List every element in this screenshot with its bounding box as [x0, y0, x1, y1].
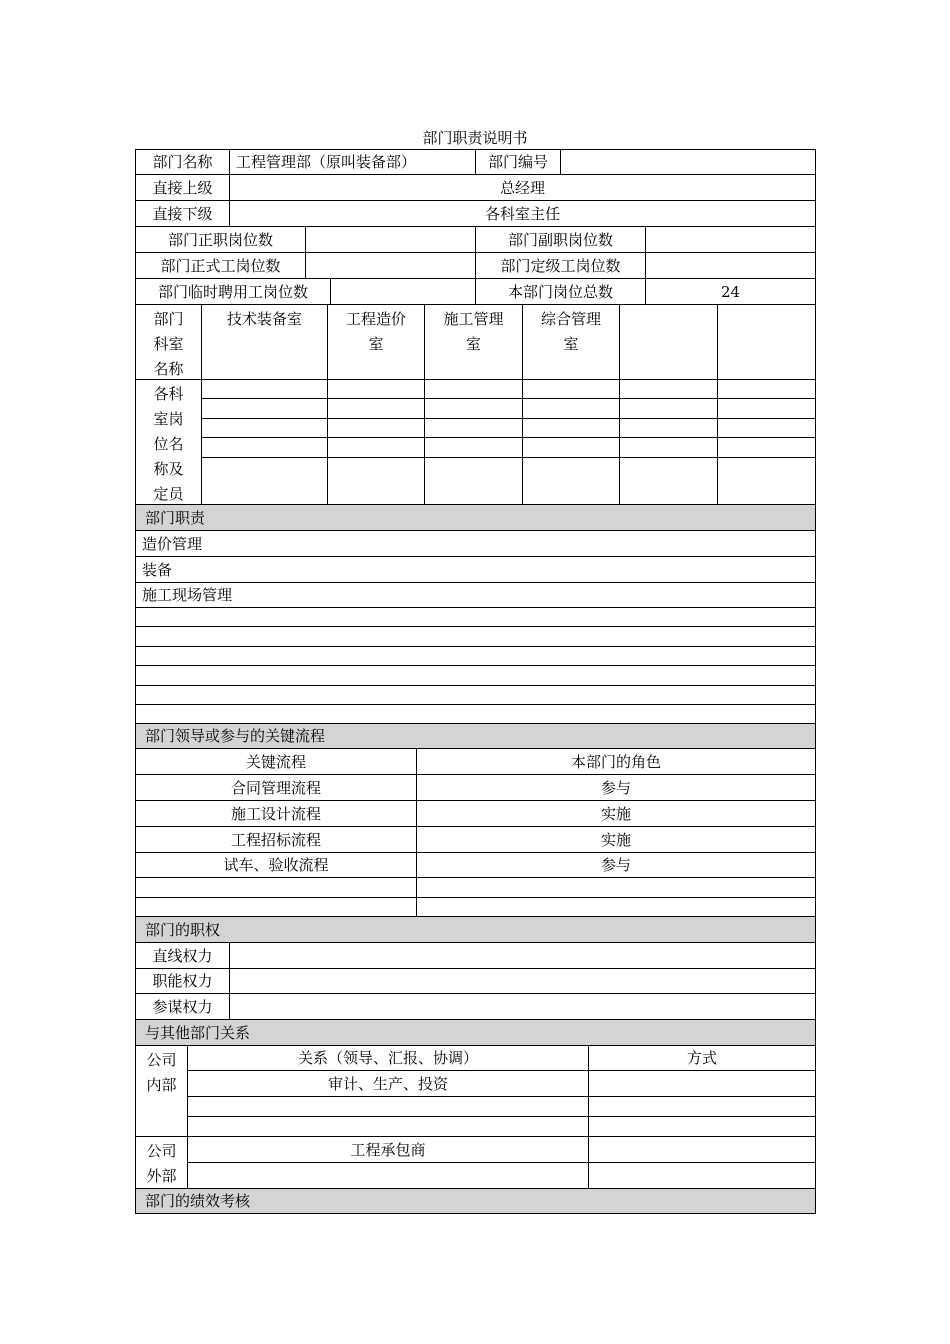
- dept-name-value: 工程管理部（原叫装备部）: [229, 149, 476, 175]
- process-role: 参与: [416, 774, 816, 801]
- room-name: 技术装备室: [201, 304, 328, 380]
- room-name-empty: [717, 304, 816, 380]
- room-name: 施工管理 室: [424, 304, 523, 380]
- external-label: 公司 外部: [135, 1136, 188, 1189]
- page-title: 部门职责说明书: [422, 129, 528, 147]
- internal-relation-empty: [187, 1116, 589, 1137]
- process-role: 实施: [416, 800, 816, 827]
- chief-posts-value: [305, 226, 476, 253]
- relations-header: 与其他部门关系: [135, 1019, 816, 1046]
- duty-item: 施工现场管理: [135, 582, 816, 608]
- process-role-empty: [416, 897, 816, 917]
- external-relation-empty: [187, 1162, 589, 1189]
- room-post-cell: [522, 418, 620, 438]
- room-post-cell: [619, 418, 718, 438]
- duty-blank-row: [135, 704, 816, 724]
- room-post-cell: [327, 437, 425, 458]
- internal-method: [588, 1070, 816, 1097]
- duty-blank-row: [135, 626, 816, 647]
- room-post-cell: [201, 398, 328, 419]
- authority-value: [229, 942, 816, 969]
- process-name-empty: [135, 877, 417, 898]
- total-posts-label: 本部门岗位总数: [475, 278, 646, 305]
- room-name: 综合管理 室: [522, 304, 620, 380]
- room-post-cell: [201, 379, 328, 399]
- duty-blank-row: [135, 665, 816, 686]
- process-name-empty: [135, 897, 417, 917]
- authority-value: [229, 993, 816, 1020]
- internal-method-empty: [588, 1096, 816, 1117]
- duty-blank-row: [135, 646, 816, 666]
- room-post-cell: [717, 379, 816, 399]
- process-role-empty: [416, 877, 816, 898]
- dept-no-value: [560, 149, 816, 175]
- duty-blank-row: [135, 685, 816, 705]
- room-post-cell: [619, 437, 718, 458]
- external-method: [588, 1136, 816, 1163]
- room-post-cell: [424, 418, 523, 438]
- room-post-cell: [522, 398, 620, 419]
- room-post-cell: [522, 437, 620, 458]
- room-post-cell: [717, 457, 816, 505]
- process-name: 合同管理流程: [135, 774, 417, 801]
- superior-label: 直接上级: [135, 174, 230, 201]
- deputy-posts-label: 部门副职岗位数: [475, 226, 646, 253]
- temp-posts-label: 部门临时聘用工岗位数: [135, 278, 331, 305]
- room-post-cell: [717, 418, 816, 438]
- internal-relation: 审计、生产、投资: [187, 1070, 589, 1097]
- room-post-cell: [327, 418, 425, 438]
- room-post-cell: [619, 379, 718, 399]
- process-name: 施工设计流程: [135, 800, 417, 827]
- duty-blank-row: [135, 607, 816, 627]
- internal-method-empty: [588, 1116, 816, 1137]
- room-post-cell: [327, 379, 425, 399]
- formal-posts-value: [305, 252, 476, 279]
- external-relation: 工程承包商: [187, 1136, 589, 1163]
- room-post-cell: [201, 457, 328, 505]
- room-post-cell: [201, 437, 328, 458]
- authority-header: 部门的职权: [135, 916, 816, 943]
- room-post-cell: [327, 457, 425, 505]
- formal-posts-label: 部门正式工岗位数: [135, 252, 306, 279]
- room-post-cell: [717, 437, 816, 458]
- performance-header: 部门的绩效考核: [135, 1188, 816, 1214]
- room-post-cell: [201, 418, 328, 438]
- processes-header: 部门领导或参与的关键流程: [135, 723, 816, 749]
- process-role: 实施: [416, 826, 816, 853]
- authority-value: [229, 968, 816, 994]
- deputy-posts-value: [645, 226, 816, 253]
- room-posts-label: 各科 室岗 位名 称及 定员: [135, 379, 202, 505]
- process-col-header: 关键流程: [135, 748, 417, 775]
- fixed-posts-label: 部门定级工岗位数: [475, 252, 646, 279]
- room-post-cell: [619, 398, 718, 419]
- role-col-header: 本部门的角色: [416, 748, 816, 775]
- method-col-header: 方式: [588, 1045, 816, 1071]
- room-name: 工程造价 室: [327, 304, 425, 380]
- duties-header: 部门职责: [135, 504, 816, 531]
- room-post-cell: [424, 379, 523, 399]
- authority-item: 直线权力: [135, 942, 230, 969]
- duty-item: 造价管理: [135, 530, 816, 557]
- duty-item: 装备: [135, 556, 816, 583]
- authority-item: 职能权力: [135, 968, 230, 994]
- temp-posts-value: [330, 278, 476, 305]
- room-post-cell: [424, 398, 523, 419]
- relation-col-header: 关系（领导、汇报、协调）: [187, 1045, 589, 1071]
- superior-value: 总经理: [229, 174, 816, 201]
- room-post-cell: [522, 457, 620, 505]
- authority-item: 参谋权力: [135, 993, 230, 1020]
- process-role: 参与: [416, 852, 816, 878]
- dept-no-label: 部门编号: [475, 149, 561, 175]
- process-name: 试车、验收流程: [135, 852, 417, 878]
- internal-label: 公司 内部: [135, 1045, 188, 1137]
- fixed-posts-value: [645, 252, 816, 279]
- chief-posts-label: 部门正职岗位数: [135, 226, 306, 253]
- process-name: 工程招标流程: [135, 826, 417, 853]
- room-post-cell: [327, 398, 425, 419]
- room-post-cell: [619, 457, 718, 505]
- external-method-empty: [588, 1162, 816, 1189]
- dept-name-label: 部门名称: [135, 149, 230, 175]
- rooms-label: 部门 科室 名称: [135, 304, 202, 380]
- subordinate-value: 各科室主任: [229, 200, 816, 227]
- room-post-cell: [424, 457, 523, 505]
- room-name-empty: [619, 304, 718, 380]
- total-posts-value: 24: [645, 278, 816, 305]
- room-post-cell: [717, 398, 816, 419]
- subordinate-label: 直接下级: [135, 200, 230, 227]
- internal-relation-empty: [187, 1096, 589, 1117]
- room-post-cell: [522, 379, 620, 399]
- room-post-cell: [424, 437, 523, 458]
